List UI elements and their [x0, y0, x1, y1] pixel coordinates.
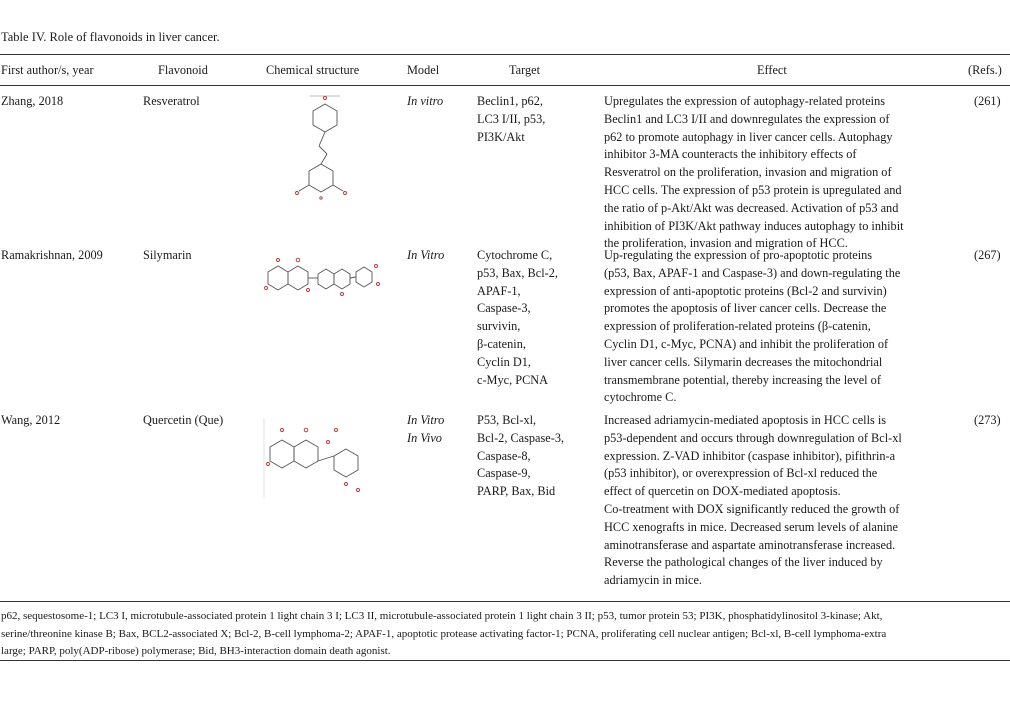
effect-line: the proliferation, invasion and migration of HCC.: [604, 236, 848, 251]
model-line: In Vitro: [407, 413, 445, 427]
row3-refs: (273): [974, 413, 1001, 427]
target-line: Caspase-8,: [477, 448, 531, 463]
effect-line: Beclin1 and LC3 I/II and downregulates the expression of: [604, 111, 890, 126]
row1-author: Zhang, 2018: [1, 94, 64, 108]
effect-line: the ratio of p-Akt/Akt was decreased. Activation of p53 and: [604, 200, 899, 215]
effect-line: liver cancer cells. Silymarin decreases the mitochondrial: [604, 354, 883, 369]
row2-flavonoid: Silymarin: [143, 248, 192, 262]
table-footnote: [1, 608, 1010, 661]
target-line: survivin,: [477, 319, 521, 334]
row3-model: [407, 412, 444, 448]
silymarin-structure-icon: [264, 252, 384, 300]
target-line: Cyclin D1,: [477, 354, 531, 369]
quercetin-structure-icon: [262, 416, 372, 500]
effect-line: inhibition of PI3K/Akt pathway induces autophagy to inhibit: [604, 218, 904, 233]
row3-effect: [604, 412, 902, 590]
effect-line: Reverse the pathological changes of the liver induced by: [604, 555, 883, 570]
row1-model: In vitro: [407, 94, 444, 108]
target-line: PI3K/Akt: [477, 129, 525, 144]
target-line: Bcl-2, Caspase-3,: [477, 430, 565, 445]
target-line: p53, Bax, Bcl-2,: [477, 265, 558, 280]
row1-flavonoid: Resveratrol: [143, 94, 200, 108]
row3-target: [477, 412, 564, 501]
row1-refs: (261): [974, 94, 1001, 108]
header-refs: (Refs.): [968, 63, 1002, 77]
effect-line: expression of proliferation-related proteins (β-catenin,: [604, 319, 871, 334]
target-line: Beclin1, p62,: [477, 94, 543, 108]
effect-line: HCC xenografts in mice. Decreased serum levels of alanine: [604, 519, 898, 534]
target-line: Caspase-9,: [477, 466, 531, 481]
row3-flavonoid: Quercetin (Que): [143, 413, 224, 427]
header-rule: [0, 85, 1010, 86]
effect-line: Upregulates the expression of autophagy-related proteins: [604, 94, 886, 108]
row2-effect: [604, 247, 900, 407]
target-line: β-catenin,: [477, 336, 526, 351]
header-author: First author/s, year: [1, 63, 94, 77]
header-model: Model: [407, 63, 440, 77]
row2-model: In Vitro: [407, 248, 445, 262]
header-target: Target: [509, 63, 541, 77]
effect-line: expression of anti-apoptotic proteins (Bcl-2 and survivin): [604, 283, 887, 298]
target-line: APAF-1,: [477, 283, 521, 298]
row1-target: [477, 93, 545, 146]
row2-refs: (267): [974, 248, 1001, 262]
effect-line: (p53, Bax, APAF-1 and Caspase-3) and down-regulating the: [604, 265, 901, 280]
row3-author: Wang, 2012: [1, 413, 61, 427]
model-line: In Vivo: [407, 430, 442, 445]
header-flavonoid: Flavonoid: [158, 63, 208, 77]
target-line: PARP, Bax, Bid: [477, 484, 556, 499]
footnote-line: serine/threonine kinase B; Bax, BCL2-associated X; Bcl-2, B-cell lymphoma-2; APAF-1, apoptotic protease activating factor-1; PCNA, proliferating cell nuclear antigen; Bcl-xl, B-cell lymphoma-extra: [1, 627, 887, 640]
effect-line: Resveratrol on the proliferation, invasion and migration of: [604, 165, 892, 180]
effect-line: effect of quercetin on DOX-mediated apoptosis.: [604, 484, 841, 499]
effect-line: Increased adriamycin-mediated apoptosis in HCC cells is: [604, 413, 887, 427]
resveratrol-structure-icon: [290, 94, 360, 210]
effect-line: p53-dependent and occurs through downregulation of Bcl-xl: [604, 430, 902, 445]
row2-author: Ramakrishnan, 2009: [1, 248, 103, 262]
effect-line: promotes the apoptosis of liver cancer cells. Decrease the: [604, 301, 887, 316]
target-line: LC3 I/II, p53,: [477, 111, 546, 126]
row2-target: [477, 247, 558, 389]
effect-line: Cyclin D1, c-Myc, PCNA) and inhibit the proliferation of: [604, 336, 889, 351]
target-line: P53, Bcl-xl,: [477, 413, 537, 427]
header-effect: Effect: [757, 63, 787, 77]
effect-line: Co-treatment with DOX significantly reduced the growth of: [604, 501, 900, 516]
top-rule: [0, 54, 1010, 55]
effect-line: inhibitor 3-MA counteracts the inhibitory effects of: [604, 147, 857, 162]
table-caption: Table IV. Role of flavonoids in liver cancer.: [1, 30, 220, 44]
target-line: Caspase-3,: [477, 301, 531, 316]
effect-line: transmembrane potential, thereby increasing the level of: [604, 372, 881, 387]
effect-line: HCC cells. The expression of p53 protein is upregulated and: [604, 182, 902, 197]
effect-line: Up-regulating the expression of pro-apoptotic proteins: [604, 248, 873, 262]
effect-line: adriamycin in mice.: [604, 573, 702, 588]
footnote-line: p62, sequestosome-1; LC3 I, microtubule-associated protein 1 light chain 3 I; LC3 II, microtubule-associated protein 1 light chain 3 II; p53, tumor protein 53; PI3K, phosphatidylinositol 3-kinase; Akt,: [1, 610, 883, 622]
effect-line: p62 to promote autophagy in liver cancer cells. Autophagy: [604, 129, 893, 144]
effect-line: (p53 inhibitor), or overexpression of Bcl-xl reduced the: [604, 466, 878, 481]
row1-effect: [604, 93, 904, 253]
effect-line: expression. Z-VAD inhibitor (caspase inhibitor), pifithrin-a: [604, 448, 896, 463]
header-structure: Chemical structure: [266, 63, 360, 77]
target-line: c-Myc, PCNA: [477, 372, 549, 387]
footnote-rule: [0, 660, 1010, 661]
target-line: Cytochrome C,: [477, 248, 553, 262]
effect-line: cytochrome C.: [604, 390, 677, 405]
bottom-rule: [0, 601, 1010, 602]
footnote-line: large; PARP, poly(ADP-ribose) polymerase; Bid, BH3-interaction domain death agonist.: [1, 645, 391, 657]
effect-line: aminotransferase and aspartate aminotransferase increased.: [604, 537, 896, 552]
